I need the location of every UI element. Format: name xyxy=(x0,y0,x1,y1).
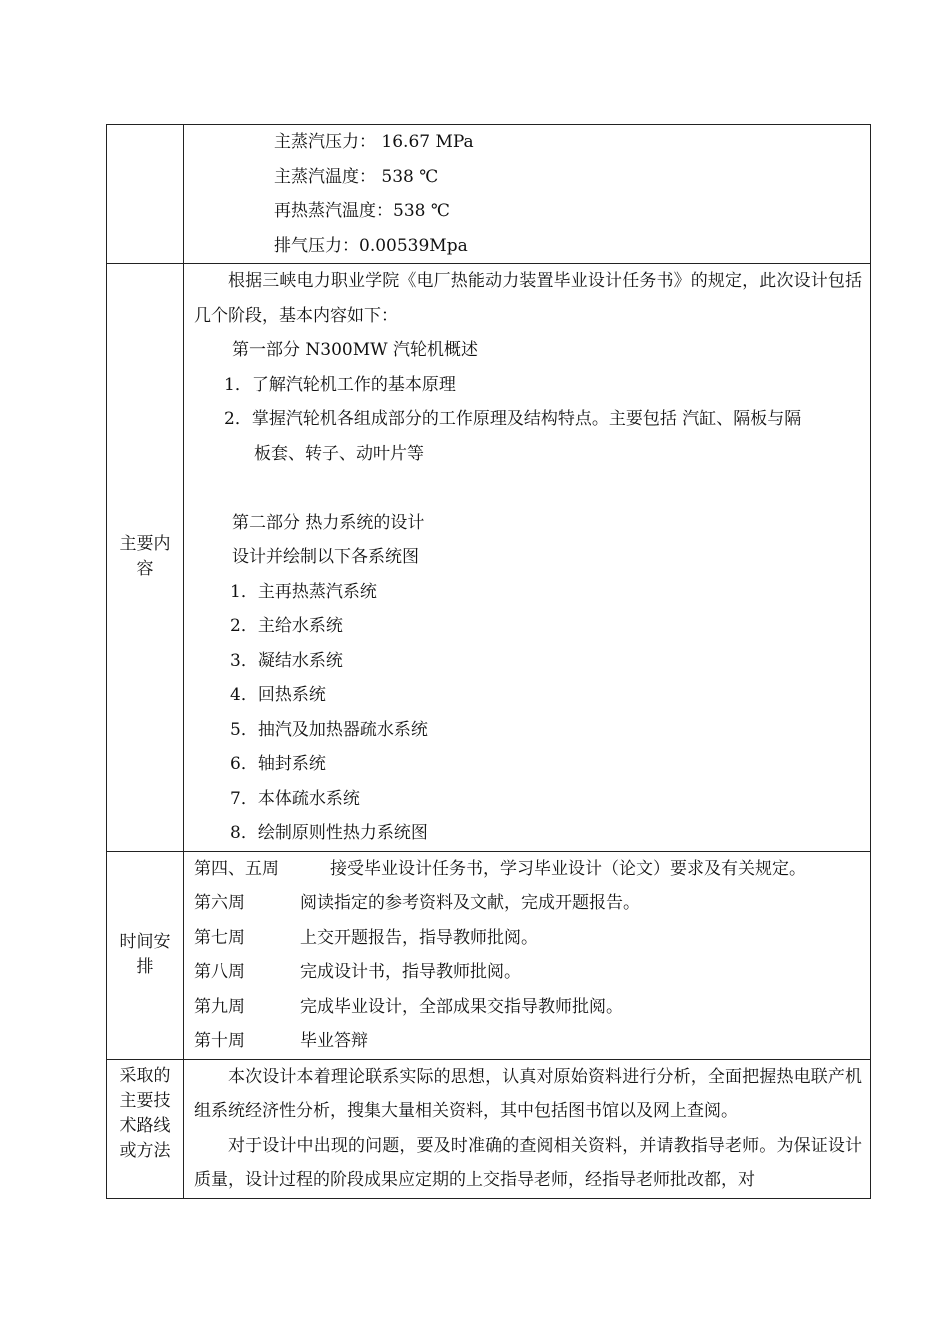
schedule-task: 完成毕业设计，全部成果交指导教师批阅。 xyxy=(300,996,623,1017)
method-label xyxy=(107,1059,184,1198)
part2-subtitle: 设计并绘制以下各系统图 xyxy=(232,547,419,567)
schedule-week: 第八周 xyxy=(194,962,245,982)
content-label-text: 主要内容 xyxy=(119,534,171,580)
part2-item-1: 1．主再热蒸汽系统 xyxy=(230,581,377,602)
part1-item-1: 1．了解汽轮机工作的基本原理 xyxy=(224,374,456,395)
task-table xyxy=(106,124,871,1199)
part1-title: 第一部分 N300MW 汽轮机概述 xyxy=(232,340,479,360)
part2-title: 第二部分 热力系统的设计 xyxy=(232,512,425,533)
part2-item-6: 6．轴封系统 xyxy=(230,754,326,774)
part2-item-2: 2．主给水系统 xyxy=(230,616,343,636)
schedule-week: 第六周 xyxy=(194,893,245,913)
method-label-text: 采取的主要技术路线或方法 xyxy=(119,1065,171,1161)
part2-item-7: 7．本体疏水系统 xyxy=(230,788,360,809)
content-row xyxy=(107,264,871,852)
schedule-item xyxy=(184,886,870,921)
schedule-week: 第七周 xyxy=(194,927,245,948)
part1-item-2b: 板套、转子、动叶片等 xyxy=(254,443,424,464)
method-cell xyxy=(184,1059,871,1198)
param-exhaust-pressure: 排气压力：0.00539Mpa xyxy=(274,235,468,256)
schedule-item xyxy=(184,955,870,990)
method-row xyxy=(107,1059,871,1198)
schedule-task: 接受毕业设计任务书，学习毕业设计（论文）要求及有关规定。 xyxy=(330,858,806,879)
schedule-cell xyxy=(184,851,871,1059)
schedule-item xyxy=(184,852,870,887)
schedule-task: 上交开题报告，指导教师批阅。 xyxy=(300,927,538,948)
part2-item-4: 4．回热系统 xyxy=(230,685,326,705)
param-main-steam-temp: 主蒸汽温度： 538 ℃ xyxy=(274,166,439,187)
schedule-label-text: 时间安排 xyxy=(119,932,171,977)
part2-item-3: 3．凝结水系统 xyxy=(230,650,343,671)
content-intro: 根据三峡电力职业学院《电厂热能动力装置毕业设计任务书》的规定，此次设计包括几个阶段，基本内容如下： xyxy=(194,271,862,326)
schedule-task: 阅读指定的参考资料及文献，完成开题报告。 xyxy=(300,893,640,913)
schedule-item xyxy=(184,990,870,1025)
schedule-label xyxy=(107,851,184,1059)
part2-item-5: 5．抽汽及加热器疏水系统 xyxy=(230,719,428,740)
params-cell xyxy=(184,125,871,264)
content-cell xyxy=(184,264,871,852)
schedule-item xyxy=(184,921,870,956)
part2-item-8: 8．绘制原则性热力系统图 xyxy=(230,823,428,843)
params-label-cell xyxy=(107,125,184,264)
schedule-week: 第四、五周 xyxy=(194,858,279,879)
schedule-item xyxy=(184,1024,870,1059)
method-para-2: 对于设计中出现的问题，要及时准确的查阅相关资料，并请教指导老师。为保证设计质量，设计过程的阶段成果应定期的上交指导老师，经指导老师批改都，对 xyxy=(194,1135,862,1190)
part1-item-2a: 2．掌握汽轮机各组成部分的工作原理及结构特点。主要包括 汽缸、隔板与隔 xyxy=(224,409,802,429)
params-row xyxy=(107,125,871,264)
schedule-week: 第九周 xyxy=(194,996,245,1017)
blank-line xyxy=(184,471,870,506)
content-label xyxy=(107,264,184,852)
schedule-row xyxy=(107,851,871,1059)
schedule-task: 毕业答辩 xyxy=(300,1031,368,1051)
param-main-steam-pressure: 主蒸汽压力： 16.67 MPa xyxy=(274,132,474,152)
method-para-1: 本次设计本着理论联系实际的思想，认真对原始资料进行分析，全面把握热电联产机组系统经济性分析，搜集大量相关资料，其中包括图书馆以及网上查阅。 xyxy=(194,1066,862,1121)
schedule-task: 完成设计书，指导教师批阅。 xyxy=(300,962,521,982)
param-reheat-steam-temp: 再热蒸汽温度：538 ℃ xyxy=(274,201,450,221)
schedule-week: 第十周 xyxy=(194,1031,245,1051)
